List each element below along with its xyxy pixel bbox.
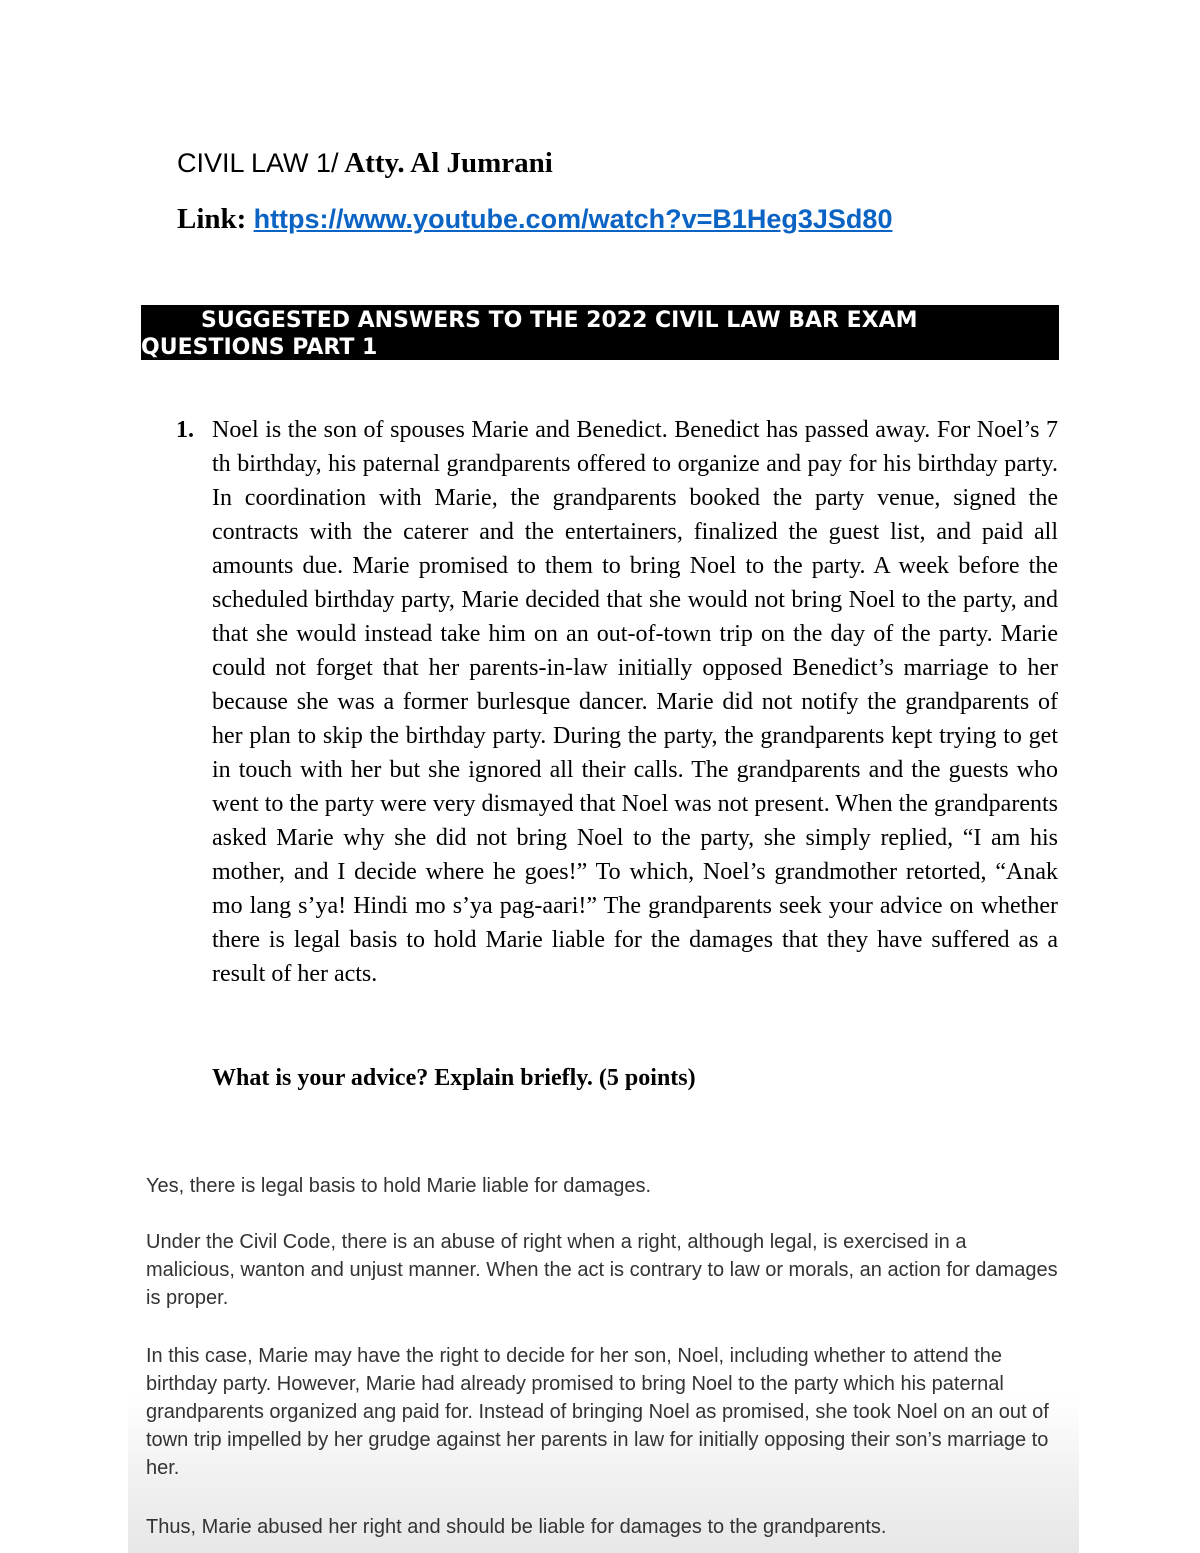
answer-paragraph-2: Under the Civil Code, there is an abuse of right when a right, although legal, is exercised in a malicious, wanton and unjust manner. When the act is contrary to law or morals, an action for damages is proper. <box>146 1231 1058 1309</box>
question-number: 1. <box>176 417 194 443</box>
answer-paragraph-4: Thus, Marie abused her right and should be liable for damages to the grandparents. <box>146 1516 887 1538</box>
youtube-link[interactable]: https://www.youtube.com/watch?v=B1Heg3JSd80 <box>253 204 893 234</box>
instructor-name: Atty. Al Jumrani <box>338 147 553 179</box>
link-label: Link: <box>177 203 254 235</box>
answer-paragraph-3: In this case, Marie may have the right to decide for her son, Noel, including whether to attend the birthday party. However, Marie had already promised to bring Noel to the party which his paternal grandparents organized ang paid for. Instead of bringing Noel as promised, she took Noel on an out of town trip impelled by her grudge against her parents in law for initially opposing their son’s marriage to her. <box>146 1345 1049 1479</box>
course-name: CIVIL LAW 1/ <box>177 148 339 178</box>
video-link-line <box>177 200 892 238</box>
section-banner <box>141 305 1059 360</box>
answer-paragraph-1: Yes, there is legal basis to hold Marie liable for damages. <box>146 1175 652 1197</box>
question-prompt: What is your advice? Explain briefly. (5 points) <box>212 1065 696 1091</box>
banner-line-2: QUESTIONS PART 1 <box>141 335 378 360</box>
question-text: Noel is the son of spouses Marie and Benedict. Benedict has passed away. For Noel’s 7 th birthday, his paternal grandparents offered to organize and pay for his birthday party. In coordination with Marie, the grandparents booked the party venue, signed the contracts with the caterer and the entertainers, finalized the guest list, and paid all amounts due. Marie promised to them to bring Noel to the party. A week before the scheduled birthday party, Marie decided that she would not bring Noel to the party, and that she would instead take him on an out-of-town trip on the day of the party. Marie could not forget that her parents-in-law initially opposed Benedict’s marriage to her because she was a former burlesque dancer. Marie did not notify the grandparents of her plan to skip the birthday party. During the party, the grandparents kept trying to get in touch with her but she ignored all their calls. The grandparents and the guests who went to the party were very dismayed that Noel was not present. When the grandparents asked Marie why she did not bring Noel to the party, she simply replied, “I am his mother, and I decide where he goes!” To which, Noel’s grandmother retorted, “Anak mo lang s’ya! Hindi mo s’ya pag-aari!” The grandparents seek your advice on whether there is legal basis to hold Marie liable for the damages that they have suffered as a result of her acts. <box>212 417 1058 987</box>
course-title <box>177 145 553 181</box>
banner-line-1: SUGGESTED ANSWERS TO THE 2022 CIVIL LAW BAR EXAM <box>201 308 918 333</box>
